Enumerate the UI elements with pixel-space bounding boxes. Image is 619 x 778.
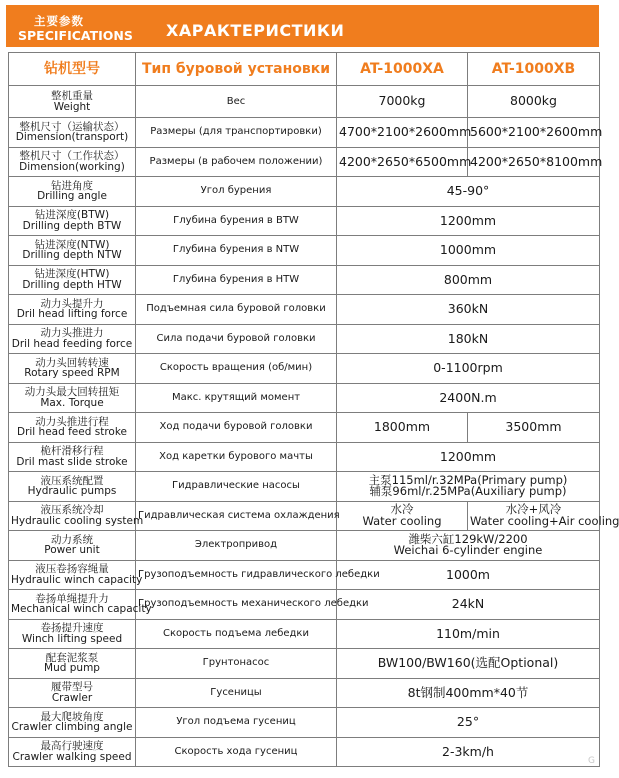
row-label-zh: 动力头提升力	[40, 297, 104, 310]
row-value-shared	[337, 295, 600, 325]
row-label-ru: Грузоподъемность механического лебедки	[136, 590, 337, 620]
value-line: 7000kg	[378, 93, 426, 109]
row-label-ru: Скорость хода гусениц	[136, 737, 337, 767]
value-line: 1000m	[446, 566, 490, 582]
row-label-zh: 卷扬提升速度	[40, 622, 104, 635]
header-title-ru: ХАРАКТЕРИСТИКИ	[166, 21, 345, 40]
row-label	[9, 413, 136, 443]
row-label-en: Hydraulic pumps	[27, 485, 117, 498]
row-label-zh: 液压系统冷却	[40, 504, 104, 517]
table-row	[9, 649, 600, 679]
table-row	[9, 560, 600, 590]
row-label-en: Drilling angle	[37, 190, 107, 203]
row-label-ru: Гидравлическая система охлаждения	[136, 501, 337, 531]
value-line: 4700*2100*2600mm	[339, 124, 472, 139]
row-label-ru: Глубина бурения в NTW	[136, 236, 337, 266]
specifications-table	[8, 52, 619, 767]
row-label-en: Dril head feed stroke	[16, 426, 127, 439]
table-row	[9, 472, 600, 502]
value-line-2: Weichai 6-cylinder engine	[393, 543, 543, 558]
row-label-en: Dimension(working)	[19, 160, 125, 173]
row-label	[9, 206, 136, 236]
table-row	[9, 324, 600, 354]
row-value-shared	[337, 354, 600, 384]
row-label	[9, 590, 152, 620]
table-row	[9, 354, 600, 384]
row-label	[9, 678, 136, 708]
row-label-zh: 整机尺寸（运输状态）	[19, 120, 125, 133]
row-label	[9, 177, 136, 207]
row-label-zh: 配套泥浆泵	[45, 651, 99, 664]
row-label	[9, 86, 136, 118]
row-value-at1000xa	[337, 501, 468, 531]
row-value-at1000xa	[337, 413, 468, 443]
row-label-en: Drilling depth BTW	[22, 219, 122, 232]
value-line: 1200mm	[439, 212, 497, 228]
row-label-ru: Сила подачи буровой головки	[136, 324, 337, 354]
row-label-en: Dril mast slide stroke	[16, 455, 128, 468]
table-row	[9, 383, 600, 413]
value-line: 0-1100rpm	[433, 360, 503, 375]
row-label-ru: Угол бурения	[136, 177, 337, 207]
row-label-zh: 液压系统配置	[40, 474, 104, 487]
row-label-en: Weight	[53, 100, 91, 113]
value-line-2: 辅泵96ml/r.25MPa(Auxiliary pump)	[369, 484, 567, 499]
row-label-ru: Глубина бурения в HTW	[136, 265, 337, 295]
table-row	[9, 118, 600, 148]
table-row	[9, 708, 600, 738]
row-label-zh: 钻进深度(BTW)	[34, 209, 110, 222]
row-label-zh: 液压卷扬容绳量	[35, 563, 109, 576]
row-value-shared	[337, 383, 600, 413]
row-label-zh: 动力头最大回转扭矩	[24, 386, 120, 399]
row-value-shared	[337, 206, 600, 236]
table-row	[9, 413, 600, 443]
value-line: 45-90°	[446, 183, 490, 198]
table-row	[9, 206, 600, 236]
table-row	[9, 147, 600, 177]
row-value-at1000xb	[468, 501, 619, 531]
row-label-ru: Макс. крутящий момент	[136, 383, 337, 413]
row-label-en: Hydraulic cooling system	[11, 514, 144, 527]
row-value-shared	[337, 678, 600, 708]
table-row	[9, 177, 600, 207]
row-label	[9, 531, 136, 561]
row-label	[9, 324, 136, 354]
value-line: 水冷+风冷	[505, 502, 562, 517]
table-row	[9, 295, 600, 325]
row-label-ru: Размеры (для транспортировки)	[136, 118, 337, 148]
table-row	[9, 236, 600, 266]
row-value-shared	[337, 442, 600, 472]
row-value-shared	[337, 531, 600, 561]
value-line: 24kN	[451, 596, 485, 611]
row-label	[9, 354, 136, 384]
row-label-zh: 动力头推进行程	[35, 415, 109, 428]
row-label-zh: 桅杆滑移行程	[40, 445, 104, 458]
row-label-ru: Грунтонасос	[136, 649, 337, 679]
row-value-shared	[337, 472, 600, 502]
value-line: 1200mm	[439, 448, 497, 464]
table-row	[9, 86, 600, 118]
value-line: 360kN	[447, 301, 489, 316]
col-header-model-zh: 钻机型号	[9, 53, 136, 86]
value-line: 4200*2650*6500mm	[339, 153, 472, 169]
row-label-en: Mud pump	[44, 662, 100, 675]
row-label-ru: Ход каретки бурового мачты	[136, 442, 337, 472]
table-row	[9, 501, 600, 531]
row-label-zh: 最高行驶速度	[40, 740, 104, 753]
row-value-shared	[337, 177, 600, 207]
value-line: 1800mm	[373, 419, 431, 434]
row-value-at1000xa	[337, 118, 472, 148]
value-line: 8t钢制400mm*40节	[407, 684, 529, 700]
row-label-ru: Глубина бурения в BTW	[136, 206, 337, 236]
value-line: 4200*2650*8100mm	[470, 153, 603, 169]
row-label-en: Drilling depth NTW	[22, 249, 122, 262]
row-value-shared	[337, 708, 600, 738]
row-label-en: Drilling depth HTW	[22, 278, 122, 291]
row-label-ru: Скорость вращения (об/мин)	[136, 354, 337, 384]
row-label-ru: Размеры (в рабочем положении)	[136, 147, 337, 177]
value-line: 3500mm	[505, 419, 562, 434]
row-label-ru: Ход подачи буровой головки	[136, 413, 337, 443]
row-value-shared	[337, 649, 600, 679]
row-value-at1000xa	[337, 147, 472, 177]
row-label-en: Crawler walking speed	[12, 750, 132, 763]
row-value-at1000xb	[468, 147, 603, 177]
table-row	[9, 619, 600, 649]
row-label-ru: Грузоподъемность гидравлического лебедки	[136, 560, 337, 590]
row-value-at1000xb	[468, 413, 600, 443]
row-label-zh: 钻进角度	[51, 179, 93, 192]
row-label	[9, 295, 136, 325]
row-label	[9, 236, 136, 266]
row-label-zh: 钻进深度(NTW)	[34, 238, 110, 251]
value-line: 水冷	[390, 502, 414, 517]
value-line: 180kN	[447, 330, 489, 346]
header-title-en: SPECIFICATIONS	[18, 28, 133, 43]
row-label	[9, 649, 136, 679]
row-label-zh: 动力头回转转速	[35, 356, 109, 369]
table-header-row	[9, 53, 600, 86]
row-label	[9, 383, 136, 413]
watermark: G	[588, 756, 595, 766]
row-label	[9, 442, 136, 472]
row-label-zh: 卷扬单绳提升力	[35, 592, 109, 605]
value-line: BW100/BW160(选配Optional)	[377, 655, 559, 670]
row-value-shared	[337, 619, 600, 649]
row-label-zh: 履带型号	[51, 681, 93, 694]
row-label-en: Hydraulic winch capacity	[11, 573, 143, 586]
table-row	[9, 531, 600, 561]
row-label	[9, 118, 136, 148]
row-label	[9, 619, 136, 649]
row-label-en: Dril head lifting force	[16, 308, 128, 321]
col-header-model-ru: Тип буровой установки	[136, 53, 337, 86]
row-label	[9, 560, 143, 590]
row-label-en: Dril head feeding force	[11, 337, 133, 350]
row-label-en: Max. Torque	[40, 396, 104, 409]
row-label-en: Crawler	[51, 691, 93, 704]
row-label	[9, 737, 136, 767]
row-label-zh: 整机尺寸（工作状态）	[19, 150, 125, 163]
row-label-en: Crawler climbing angle	[11, 721, 133, 734]
row-label	[9, 265, 136, 295]
row-label-ru: Подъемная сила буровой головки	[136, 295, 337, 325]
row-value-at1000xa	[337, 86, 468, 118]
table-row	[9, 590, 600, 620]
row-value-shared	[337, 737, 600, 767]
row-label-en: Power unit	[44, 544, 100, 557]
specifications-header	[6, 5, 599, 47]
table-row	[9, 265, 600, 295]
row-value-shared	[337, 265, 600, 295]
value-line-2: Water cooling	[362, 513, 442, 528]
value-line: 1000mm	[439, 242, 497, 257]
value-line: 5600*2100*2600mm	[470, 124, 603, 139]
value-line: 2-3km/h	[442, 743, 494, 759]
value-line: 800mm	[443, 271, 493, 287]
row-label-ru: Угол подъема гусениц	[136, 708, 337, 738]
row-label-zh: 最大爬坡角度	[40, 710, 104, 723]
row-value-shared	[337, 590, 600, 620]
value-line: 110m/min	[436, 625, 500, 641]
row-label-en: Dimension(transport)	[15, 131, 129, 144]
row-label-en: Rotary speed RPM	[24, 367, 120, 380]
row-label-en: Winch lifting speed	[21, 632, 123, 645]
row-label-zh: 整机重量	[51, 90, 93, 102]
row-label-ru: Вес	[136, 86, 337, 118]
row-value-shared	[337, 236, 600, 266]
row-value-at1000xb	[468, 118, 603, 148]
row-label	[9, 501, 144, 531]
value-line: 2400N.m	[439, 389, 497, 405]
header-title-zh: 主要参数	[34, 14, 84, 28]
row-value-shared	[337, 324, 600, 354]
value-line: 25°	[456, 714, 480, 729]
row-label-ru: Гусеницы	[136, 678, 337, 708]
row-label	[9, 472, 136, 502]
row-label-ru: Скорость подъема лебедки	[136, 619, 337, 649]
value-line: 潍柴六缸129kW/2200	[408, 531, 528, 546]
table-row	[9, 678, 600, 708]
table-row	[9, 442, 600, 472]
row-label-zh: 动力头推进力	[40, 327, 104, 340]
value-line-2: Water cooling+Air cooling	[470, 513, 619, 528]
row-value-at1000xb	[468, 86, 600, 118]
row-label	[9, 147, 136, 177]
col-header-at1000xb: AT-1000XB	[468, 53, 600, 86]
row-label-zh: 钻进深度(HTW)	[34, 268, 110, 281]
row-label-zh: 动力系统	[51, 533, 93, 546]
table-row	[9, 737, 600, 767]
value-line: 8000kg	[510, 93, 557, 109]
row-label-en: Mechanical winch capacity	[11, 603, 152, 616]
value-line: 主泵115ml/r.32MPa(Primary pump)	[368, 472, 568, 487]
row-label	[9, 708, 136, 738]
col-header-at1000xa: AT-1000XA	[337, 53, 468, 86]
row-label-ru: Гидравлические насосы	[136, 472, 337, 502]
row-label-ru: Электропривод	[136, 531, 337, 561]
